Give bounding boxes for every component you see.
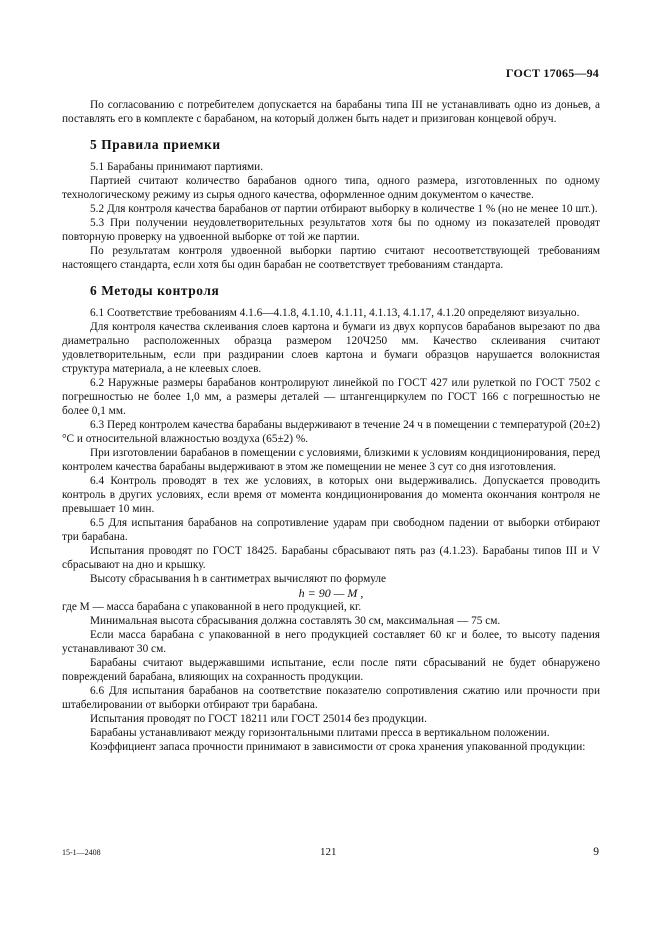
paragraph: 6.4 Контроль проводят в тех же условиях, в которых они выдерживались. Допускается проводить контроль в других условиях, если время от момента кондиционирования до момента окончания контроля не превышает 10 мин. (62, 475, 600, 515)
footer-sheet-number: 121 (320, 846, 337, 858)
section-5-title: 5 Правила приемки (90, 137, 221, 152)
paragraph: 6.6 Для испытания барабанов на соответствие показателю сопротивления сжатию или прочности при штабелировании от выборки отбирают три барабана. (62, 685, 600, 711)
paragraph: Испытания проводят по ГОСТ 18211 или ГОСТ 25014 без продукции. (90, 713, 427, 725)
paragraph: Партией считают количество барабанов одного типа, одного размера, изготовленных по одному технологическому режиму из сырья одного качества, оформленное одним документом о качестве. (62, 175, 600, 201)
document-body (62, 98, 600, 754)
paragraph: Испытания проводят по ГОСТ 18425. Барабаны сбрасывают пять раз (4.1.23). Барабаны типов III и V сбрасывают на дно и крышку. (62, 545, 600, 571)
paragraph: При изготовлении барабанов в помещении с условиями, близкими к условиям кондиционирования, перед контролем качества барабаны выдерживают в этом же помещении не менее 3 сут со дня изготовления. (62, 447, 600, 473)
page-number: 9 (593, 846, 599, 858)
paragraph: Высоту сбрасывания h в сантиметрах вычисляют по формуле (90, 573, 387, 585)
paragraph: По результатам контроля удвоенной выборки партию считают несоответствующей требованиям настоящего стандарта, если хотя бы один барабан не соответствует требованиям стандарта. (62, 245, 600, 271)
paragraph: 6.3 Перед контролем качества барабаны выдерживают в течение 24 ч в помещении с температурой (20±2) °С и относительной влажностью воздуха (65±2) %. (62, 419, 600, 445)
paragraph: Для контроля качества склеивания слоев картона и бумаги из двух корпусов барабанов вырезают по два диаметрально расположенных образца размером 120Ч250 мм. Качество склеивания считают удовлетворительным, если при раздирании слоев картона и бумаги образцов нарушается волокнистая структура материала, а не клеевых слоев. (62, 321, 600, 375)
paragraph: 6.2 Наружные размеры барабанов контролируют линейкой по ГОСТ 427 или рулеткой по ГОСТ 7502 с погрешностью не более 1,0 мм, а размеры деталей — штангенциркулем по ГОСТ 166 с погрешностью не более 0,1 мм. (62, 377, 600, 417)
paragraph: Коэффициент запаса прочности принимают в зависимости от срока хранения упакованной продукции: (90, 741, 586, 753)
paragraph: 6.5 Для испытания барабанов на сопротивление ударам при свободном падении от выборки отбирают три барабана. (62, 517, 600, 543)
page-header-standard: ГОСТ 17065—94 (505, 66, 599, 80)
paragraph: Если масса барабана с упакованной в него продукцией составляет 60 кг и более, то высоту падения устанавливают 30 см. (62, 629, 600, 655)
paragraph: Барабаны устанавливают между горизонтальными плитами пресса в вертикальном положении. (90, 727, 550, 739)
section-6-title: 6 Методы контроля (90, 283, 220, 298)
paragraph: 5.2 Для контроля качества барабанов от партии отбирают выборку в количестве 1 % (но не менее 10 шт.). (90, 203, 598, 215)
paragraph: 6.1 Соответствие требованиям 4.1.6—4.1.8, 4.1.10, 4.1.11, 4.1.13, 4.1.17, 4.1.20 определяют визуально. (90, 307, 580, 319)
footer-print-code: 15-1—2408 (62, 848, 101, 857)
formula-legend: где M — масса барабана с упакованной в него продукцией, кг. (62, 601, 362, 613)
formula: h = 90 — M , (298, 586, 364, 600)
paragraph: 5.3 При получении неудовлетворительных результатов хотя бы по одному из показателей проводят повторную проверку на удвоенной выборке от той же партии. (62, 217, 600, 243)
paragraph: 5.1 Барабаны принимают партиями. (90, 161, 264, 173)
paragraph: Барабаны считают выдержавшими испытание, если после пяти сбрасываний не будет обнаружено повреждений барабана, влияющих на сохранность продукции. (62, 657, 600, 683)
paragraph: По согласованию с потребителем допускается на барабаны типа III не устанавливать одно из доньев, а поставлять его в комплекте с барабаном, на который должен быть надет и призигован концевой обруч. (62, 99, 600, 125)
paragraph: Минимальная высота сбрасывания должна составлять 30 см, максимальная — 75 см. (90, 615, 501, 627)
